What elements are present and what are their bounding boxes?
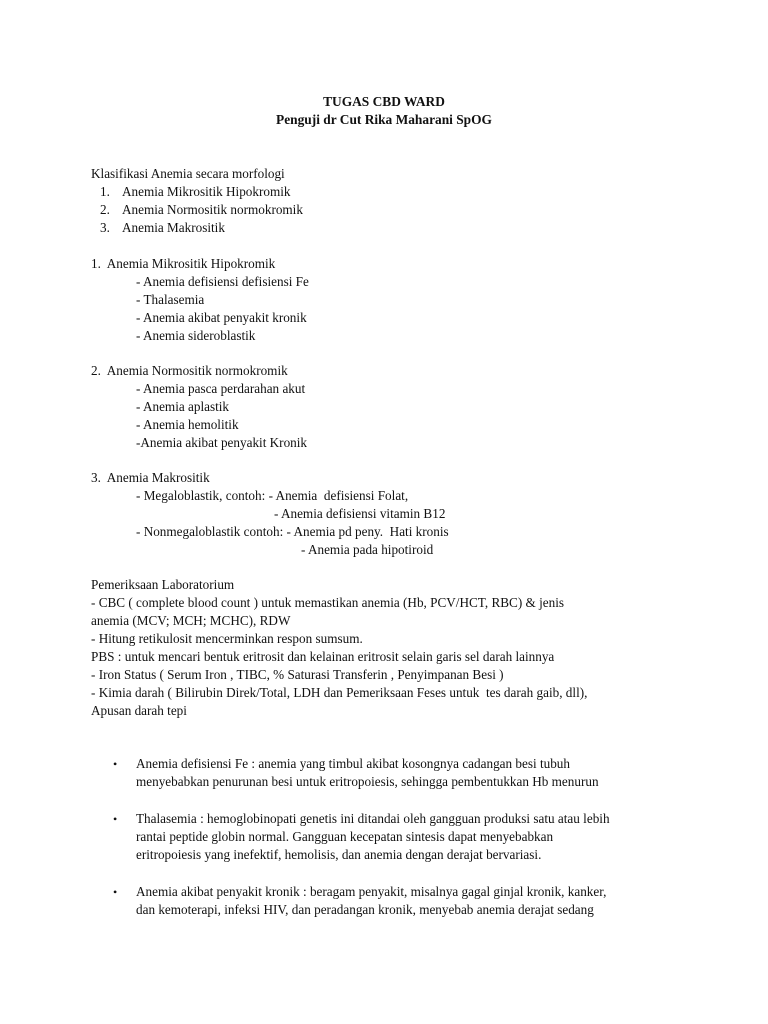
bullet-icon: • — [113, 812, 118, 826]
section1-item: - Anemia sideroblastik — [136, 328, 256, 343]
bullet-text: eritropoiesis yang inefektif, hemolisis, dan anemia dengan derajat bervariasi. — [136, 847, 542, 862]
bullet-text: menyebabkan penurunan besi untuk eritropoiesis, sehingga pembentukkan Hb menurun — [136, 774, 599, 789]
section2-heading: 2. Anemia Normositik normokromik — [91, 363, 288, 378]
section3-heading: 3. Anemia Makrositik — [91, 470, 210, 485]
bullet-icon: • — [113, 885, 118, 899]
section2-item: - Anemia pasca perdarahan akut — [136, 381, 306, 396]
document-subtitle: Penguji dr Cut Rika Maharani SpOG — [276, 112, 492, 127]
lab-line: - Iron Status ( Serum Iron , TIBC, % Saturasi Transferin , Penyimpanan Besi ) — [91, 667, 504, 682]
section2-item: -Anemia akibat penyakit Kronik — [136, 435, 308, 450]
section3-megaloblastic-cont: - Anemia defisiensi vitamin B12 — [274, 506, 446, 521]
classification-item: 3. Anemia Makrositik — [100, 220, 225, 235]
lab-line: - Kimia darah ( Bilirubin Direk/Total, LDH dan Pemeriksaan Feses untuk tes darah gaib, dll), — [91, 685, 588, 700]
bullet-text: rantai peptide globin normal. Gangguan kecepatan sintesis dapat menyebabkan — [136, 829, 554, 844]
lab-line: - Hitung retikulosit mencerminkan respon sumsum. — [91, 631, 363, 646]
section2-item: - Anemia aplastik — [136, 399, 230, 414]
section3-nonmegaloblastic: - Nonmegaloblastik contoh: - Anemia pd peny. Hati kronis — [136, 524, 449, 539]
lab-line: PBS : untuk mencari bentuk eritrosit dan kelainan eritrosit selain garis sel darah lainnya — [91, 649, 555, 664]
classification-item: 2. Anemia Normositik normokromik — [100, 202, 303, 217]
classification-item: 1. Anemia Mikrositik Hipokromik — [100, 184, 291, 199]
section1-heading: 1. Anemia Mikrositik Hipokromik — [91, 256, 276, 271]
bullet-text: Thalasemia : hemoglobinopati genetis ini ditandai oleh gangguan produksi satu atau lebih — [136, 811, 610, 826]
classification-heading: Klasifikasi Anemia secara morfologi — [91, 166, 285, 181]
lab-line: - CBC ( complete blood count ) untuk memastikan anemia (Hb, PCV/HCT, RBC) & jenis — [91, 595, 564, 610]
lab-heading: Pemeriksaan Laboratorium — [91, 577, 235, 592]
lab-line: anemia (MCV; MCH; MCHC), RDW — [91, 613, 291, 628]
bullet-text: dan kemoterapi, infeksi HIV, dan peradangan kronik, menyebab anemia derajat sedang — [136, 902, 594, 917]
section3-megaloblastic: - Megaloblastik, contoh: - Anemia defisiensi Folat, — [136, 488, 409, 503]
lab-line: Apusan darah tepi — [91, 703, 187, 718]
section1-item: - Thalasemia — [136, 292, 205, 307]
bullet-text: Anemia akibat penyakit kronik : beragam penyakit, misalnya gagal ginjal kronik, kanker, — [136, 884, 607, 899]
section3-nonmegaloblastic-cont: - Anemia pada hipotiroid — [301, 542, 434, 557]
section1-item: - Anemia defisiensi defisiensi Fe — [136, 274, 309, 289]
section2-item: - Anemia hemolitik — [136, 417, 239, 432]
bullet-icon: • — [113, 757, 118, 771]
section1-item: - Anemia akibat penyakit kronik — [136, 310, 307, 325]
document-title: TUGAS CBD WARD — [323, 94, 445, 109]
bullet-text: Anemia defisiensi Fe : anemia yang timbul akibat kosongnya cadangan besi tubuh — [136, 756, 570, 771]
